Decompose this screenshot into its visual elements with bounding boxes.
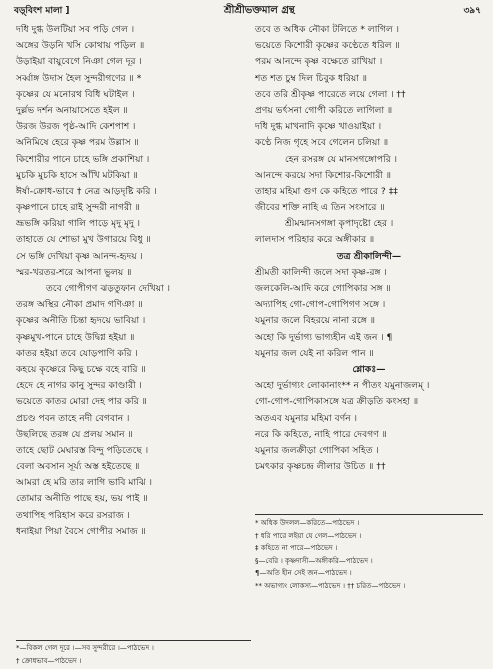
verse-line: কৃষ্ণের অনীতি চিন্তা হৃদয়ে ভাবিয়া । — [16, 315, 146, 327]
verse-line: অহো দুর্ভাগ্যং লোকানাং** ন পীতং যমুনাজলম্‌ । — [255, 380, 430, 392]
verse-line: তোমার অনীতি পাছে হয়, ভয় পাই ॥ — [16, 493, 148, 505]
verse-line: শত শত চুম্ব দিল চিবুক ধরিয়া ॥ — [255, 72, 368, 84]
footnote-line: † ধরি পারে লইয়া যে গেল—পাঠভেদ । — [255, 531, 362, 540]
verse-line: বেলা অবসান সূর্য্য অস্ত হইতেছে ॥ — [16, 461, 140, 473]
footnote-line: ¶—অতি হীন সেই জন—পাঠভেদ । — [255, 569, 352, 577]
verse-line: জলকেলি-আদি করে গোপিকার সঙ্গ ॥ — [255, 283, 391, 294]
footnote-line: §—বেরি । কৃষ্ণদাসী—অঙ্গীকরি—পাঠভেদ । — [255, 556, 373, 565]
verse-line: অহো কি দুর্ভাগ্য ভাগ্যহীন এই জন । ¶ — [255, 331, 393, 343]
verse-line: ধনাইয়া পিয়া বৈসে গোপীর সমাজ ॥ — [16, 525, 146, 537]
verse-line: উড়াইয়া বায়ুবেগে নিঞা গেল দূর । — [16, 56, 142, 68]
footnote-line: † ক্রোধভাব—পাঠভেদ । — [16, 656, 82, 665]
footnote-line: * অধিক উদলল—করিতে—পাঠভেদ । — [255, 519, 360, 527]
book-title: শ্রীশ্রীভক্তমাল গ্রন্থ — [224, 5, 295, 16]
verse-line: অতএব যমুনার মহিমা বর্ণন । — [255, 412, 357, 424]
section-label: বড়্‌বিংশ মালা ] — [14, 6, 70, 16]
page-number: ৩৯৭ — [463, 6, 481, 16]
verse-line: কৃষ্ণপানে চাহে রাই সুন্দরী নাগরী ॥ — [16, 202, 140, 214]
verse-line: কৃষ্ণের যে মনোরথ বিধি ঘটাইল । — [16, 88, 135, 100]
verse-line: সে ভঙ্গি দেখিয়া কৃষ্ণ আনন্দ-হৃদয় । — [16, 250, 143, 262]
verse-line: দধি দুগ্ধ উলটিয়া সব পড়ি গেল । — [16, 24, 135, 35]
verse-line: চমৎকার কৃষ্ণচন্দ্র লীলার উচিত ॥ †† — [255, 461, 386, 473]
right-column — [255, 22, 483, 475]
verse-line: কহয়ে কৃষ্ণেরে কিছু চক্ষে বহে বারি ॥ — [16, 363, 146, 375]
footnote-line: ‡ কহিতে না পারে—পাঠভেদ । — [255, 544, 338, 552]
verse-line: প্রচণ্ড পবন তাহে নদী বেগবান । — [16, 412, 130, 424]
verse-line: তাহে ছোট মেঘারস্ত বিন্দু পড়িতেছে । — [16, 444, 149, 456]
verse-line: লালদাস পরিহার করে অঙ্গীকার ॥ — [255, 234, 375, 246]
verse-line: পরম আনন্দে কৃষ্ণ বক্ষেতে রাখিয়া । — [255, 56, 383, 68]
verse-line: শ্রীমন্মানসগঙ্গা কৃপাদৃষ্টো হের । — [285, 218, 394, 230]
verse-line: অদ্যাপিহ গো-গোপ-গোপিগণ সঙ্গে । — [255, 299, 386, 311]
verse-line: শ্রীমতী কালিন্দী জলে সদা কৃষ্ণ-রঙ্গ । — [255, 266, 387, 278]
verse-line: তবে ত অধিক নৌকা টলিতে * লাগিল । — [255, 24, 400, 35]
verse-line: কাতর হইয়া তবে যোড়পাণি করি । — [16, 347, 138, 359]
verse-line: কণ্ঠে নিজ গৃহে সবে গেলেন চলিয়া ॥ — [255, 137, 389, 149]
verse-line: তবে গোপীগণ ঝড়তুফান দেখিয়া । — [46, 283, 171, 294]
verse-line: তরঙ্গ অস্থির নৌকা প্রমাদ গণিঞা ॥ — [16, 299, 143, 311]
verse-line: তত্র শ্রীকালিন্দী— — [336, 250, 402, 262]
verse-line: হেন রসরঙ্গ যে মানসগঙ্গোপরি । — [285, 153, 398, 165]
verse-line: সর্ব্বাঙ্গ উদাস হৈল সুন্দরীগণের ॥ * — [16, 72, 142, 84]
verse-line: তবে তরি শ্রীকৃষ্ণ পারেতে লয়ে গেলা । †† — [255, 88, 406, 100]
verse-line: কৃষ্ণমুখ-পানে চাহে উদ্বিগ্ন হইয়া ॥ — [16, 331, 135, 343]
verse-line: গো-গোপ-গোপিকাসঙ্গে যত্র ক্রীড়তি কংসহা ॥ — [255, 396, 419, 408]
page-header — [14, 2, 481, 20]
verse-line: প্রণয় ভর্ৎসনা গোপী করিতে লাগিলা ॥ — [255, 104, 393, 116]
verse-line: কিশোরীর পানে চাহে ভঙ্গি প্রকাশিয়া । — [16, 153, 150, 165]
left-column — [16, 22, 251, 540]
left-footnotes — [16, 642, 251, 667]
verse-line: উরজ উরজ পৃষ্ঠ-আদি কেশপাশ । — [16, 121, 136, 133]
verse-line: হেদে হে নাগর কানু সুন্দর কাণ্ডারী । — [16, 380, 142, 392]
verse-line: আমরা হে মরি তার লাগি ভাবি মাঝি । — [16, 477, 152, 489]
verse-line: দুর্ল্লভ দর্শন অনায়াসেতে হইল ॥ — [16, 104, 128, 116]
verse-line: তথাপিহ পরিহাস করে রসরাজ । — [16, 509, 130, 521]
verse-line: জীবের শক্তি নাহি এ তিন সংসারে ॥ — [255, 202, 385, 214]
verse-line: যমুনার জলক্রীড়া গোপিকা সহিত । — [255, 444, 379, 456]
verse-line: ভ্রূভঙ্গি করিয়া গালি পাড়ে মৃদু মৃদু । — [16, 218, 141, 230]
verse-line: শ্লোকঃ— — [352, 363, 386, 375]
verse-line: দধি দুগ্ধ মাখনাদি কৃষ্ণে খাওয়াইয়া । — [255, 121, 382, 133]
verse-line: নরে কি কহিতে, নাহি পারে দেবগণ ॥ — [255, 428, 387, 440]
footnote-divider-left — [16, 640, 251, 641]
footnote-line: *—বিকল গেল দূরে ।—সব সুন্দরীরে ।—পাঠভেদ । — [16, 644, 154, 652]
verse-line: তাহার মহিমা গুণ কে কহিতে পারে ? ‡‡ — [255, 185, 398, 197]
verse-line: যমুনার জল যেই না করিল পান ॥ — [255, 347, 374, 359]
verse-line: উছলিছে তরঙ্গ যে প্রলয় সমান ॥ — [16, 428, 133, 440]
verse-line: অনিমিষে হেরে কৃষ্ণ পরম উল্লাস ॥ — [16, 137, 139, 149]
footnote-line: ** অভাগ্যং লোকস্য—পাঠভেদ । †† চরিত—পাঠভেদ । — [255, 581, 406, 590]
verse-line: অঙ্গের উড়নি খসি কোথায় পড়িল ॥ — [16, 40, 145, 52]
footnote-divider — [255, 514, 483, 515]
verse-line: তাহাতে যে শোভা মুখ উগারয়ে বিধু ॥ — [16, 234, 151, 246]
verse-line: ভয়েতে কাতর মোরা দেহ পার করি ॥ — [16, 396, 147, 408]
verse-line: ভয়েতে কিশোরী কৃষ্ণের কণ্ঠেতে ধরিল ॥ — [255, 40, 400, 52]
verse-line: যমুনার জলে বিহরয়ে নানা রঙ্গে ॥ — [255, 315, 376, 327]
verse-line: মুচকি মুচকি হাসে আঁখি মটকিয়া ॥ — [16, 169, 138, 181]
verse-line: স্মর-খরতর-শরে আপনা ভুলয় ॥ — [16, 266, 132, 278]
verse-line: আনন্দে করয়ে সদা কিশোর-কিশোরী ॥ — [255, 169, 392, 181]
verse-line: ঈর্ষা-ক্রোধ-ভাবে † নেত্র আড়দৃষ্টি করি । — [16, 185, 157, 197]
right-footnotes — [255, 517, 483, 592]
